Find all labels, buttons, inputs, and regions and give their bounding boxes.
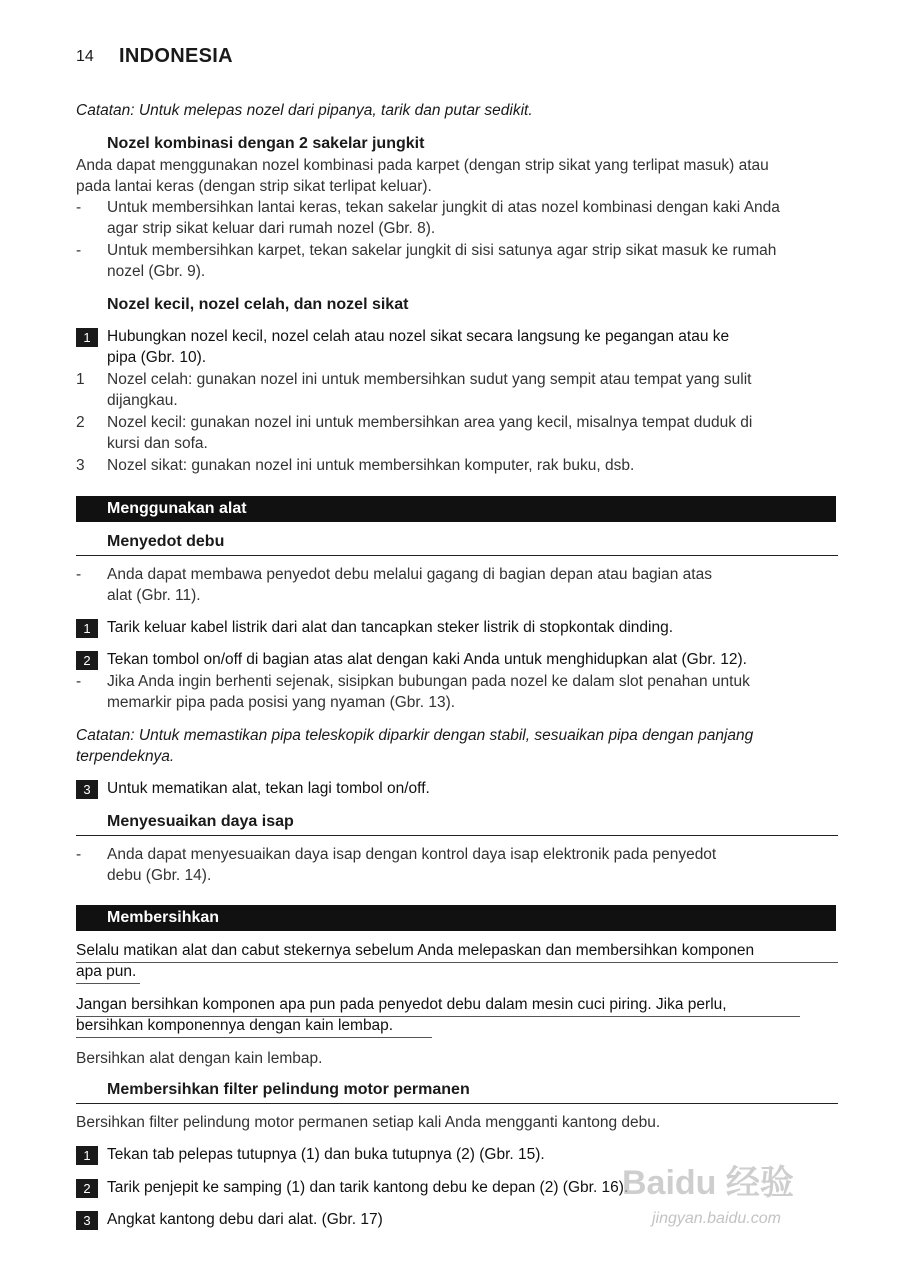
cleaning-warning1-line1: Selalu matikan alat dan cabut stekernya sebelum Anda melepaskan dan membersihkan komponen [76, 942, 755, 959]
combo-intro-line2: pada lantai keras (dengan strip sikat terlipat keluar). [76, 178, 432, 195]
filter-intro: Bersihkan filter pelindung motor permanen setiap kali Anda mengganti kantong debu. [76, 1114, 661, 1131]
vacuum-dash2-line2: memarkir pipa pada posisi yang nyaman (Gbr. 13). [107, 694, 456, 711]
small-step1-line2: pipa (Gbr. 10). [107, 349, 207, 366]
vacuum-dash2-line1: Jika Anda ingin berhenti sejenak, sisipkan bubungan pada nozel ke dalam slot penahan untuk [107, 673, 750, 690]
dash-marker: - [76, 846, 82, 863]
crevice-nozzle-line1: Nozel celah: gunakan nozel ini untuk membersihkan sudut yang sempit atau tempat yang sulit [107, 371, 752, 388]
language-heading: INDONESIA [119, 45, 233, 67]
underline [76, 962, 838, 963]
crevice-nozzle-line2: dijangkau. [107, 392, 178, 409]
vacuum-note-line2: terpendeknya. [76, 748, 175, 765]
watermark-url: jingyan.baidu.com [652, 1210, 781, 1227]
vacuum-dash1-line2: alat (Gbr. 11). [107, 587, 201, 604]
cleaning-plain-text: Bersihkan alat dengan kain lembap. [76, 1050, 323, 1067]
vacuum-note-line1: Catatan: Untuk memastikan pipa teleskopik diparkir dengan stabil, sesuaikan pipa dengan panjang [76, 727, 754, 744]
dash-marker: - [76, 242, 82, 259]
combo-intro-line1: Anda dapat menggunakan nozel kombinasi pada karpet (dengan strip sikat yang terlipat masuk) atau [76, 157, 769, 174]
filter-step1: Tekan tab pelepas tutupnya (1) dan buka tutupnya (2) (Gbr. 15). [107, 1146, 545, 1163]
step-number-badge: 2 [76, 1179, 98, 1198]
small-step1-line1: Hubungkan nozel kecil, nozel celah atau nozel sikat secara langsung ke pegangan atau ke [107, 328, 730, 345]
step-number-badge: 3 [76, 1211, 98, 1230]
section-bar-cleaning [76, 905, 836, 931]
combo-item2-line2: nozel (Gbr. 9). [107, 263, 206, 280]
step-number-badge: 1 [76, 1146, 98, 1165]
combo-nozzle-title: Nozel kombinasi dengan 2 sakelar jungkit [107, 135, 425, 152]
dash-marker: - [76, 673, 82, 690]
small-nozzle-line1: Nozel kecil: gunakan nozel ini untuk membersihkan area yang kecil, misalnya tempat duduk di [107, 414, 753, 431]
vacuum-dash1-line1: Anda dapat membawa penyedot debu melalui gagang di bagian depan atau bagian atas [107, 566, 712, 583]
suction-dash-line2: debu (Gbr. 14). [107, 867, 212, 884]
list-number: 3 [76, 457, 85, 474]
vacuum-title: Menyedot debu [107, 533, 225, 550]
cleaning-warning2-line2: bersihkan komponennya dengan kain lembap. [76, 1017, 394, 1034]
section-title-using: Menggunakan alat [107, 500, 247, 517]
vacuum-step2: Tekan tombol on/off di bagian atas alat dengan kaki Anda untuk menghidupkan alat (Gbr. 12). [107, 651, 747, 668]
watermark-logo: Baidu 经验 [622, 1164, 794, 1202]
suction-title: Menyesuaikan daya isap [107, 813, 294, 830]
list-number: 1 [76, 371, 85, 388]
divider [76, 1103, 838, 1104]
underline [76, 1037, 432, 1038]
combo-item1-line2: agar strip sikat keluar dari rumah nozel (Gbr. 8). [107, 220, 436, 237]
page-number: 14 [76, 48, 94, 65]
step-number-badge: 3 [76, 780, 98, 799]
divider [76, 835, 838, 836]
cleaning-warning1-line2: apa pun. [76, 963, 137, 980]
step-number-badge: 1 [76, 619, 98, 638]
section-title-cleaning: Membersihkan [107, 909, 220, 926]
filter-title: Membersihkan filter pelindung motor permanen [107, 1081, 470, 1098]
suction-dash-line1: Anda dapat menyesuaikan daya isap dengan kontrol daya isap elektronik pada penyedot [107, 846, 717, 863]
note-remove-nozzle: Catatan: Untuk melepas nozel dari pipanya, tarik dan putar sedikit. [76, 102, 533, 119]
underline [76, 983, 140, 984]
section-bar-using [76, 496, 836, 522]
step-number-badge: 2 [76, 651, 98, 670]
filter-step2: Tarik penjepit ke samping (1) dan tarik kantong debu ke depan (2) (Gbr. 16). [107, 1179, 629, 1196]
cleaning-warning2-line1: Jangan bersihkan komponen apa pun pada penyedot debu dalam mesin cuci piring. Jika perlu, [76, 996, 727, 1013]
list-number: 2 [76, 414, 85, 431]
vacuum-step3: Untuk mematikan alat, tekan lagi tombol on/off. [107, 780, 430, 797]
dash-marker: - [76, 199, 82, 216]
small-nozzle-line2: kursi dan sofa. [107, 435, 208, 452]
small-nozzle-title: Nozel kecil, nozel celah, dan nozel sikat [107, 296, 409, 313]
combo-item1-line1: Untuk membersihkan lantai keras, tekan sakelar jungkit di atas nozel kombinasi dengan kaki Anda [107, 199, 780, 216]
filter-step3: Angkat kantong debu dari alat. (Gbr. 17) [107, 1211, 383, 1228]
step-number-badge: 1 [76, 328, 98, 347]
brush-nozzle-line: Nozel sikat: gunakan nozel ini untuk membersihkan komputer, rak buku, dsb. [107, 457, 635, 474]
vacuum-step1: Tarik keluar kabel listrik dari alat dan tancapkan steker listrik di stopkontak dinding. [107, 619, 674, 636]
divider [76, 555, 838, 556]
combo-item2-line1: Untuk membersihkan karpet, tekan sakelar jungkit di sisi satunya agar strip sikat masuk ke rumah [107, 242, 777, 259]
dash-marker: - [76, 566, 82, 583]
